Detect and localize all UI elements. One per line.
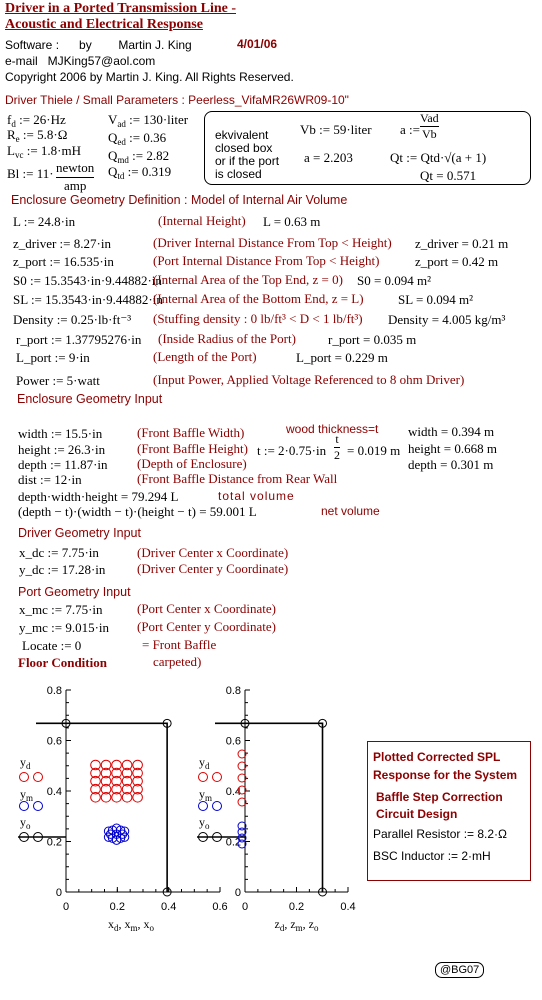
qt-result: Qt = 0.571: [420, 168, 477, 183]
enclosure-outline: [36, 723, 167, 892]
xdc-desc: (Driver Center x Coordinate): [137, 545, 289, 560]
enclosure-definition-heading: Enclosure Geometry Definition : Model of Internal Air Volume: [11, 193, 348, 207]
x-tick-label: 0.4: [161, 901, 177, 913]
box-note-1: ekvivalent: [215, 128, 269, 142]
enclosure-row-desc: (Length of the Port): [153, 349, 257, 364]
x-axis-label: $z_d$, $z_m$, $z_o$: [274, 917, 319, 933]
enclosure-row-def: SL := 15.3543·in·9.44882·in: [13, 292, 163, 307]
xmc-def: x_mc := 7.75·in: [19, 602, 103, 617]
y-tick-label: 0.2: [225, 836, 241, 849]
locate-def: Locate := 0: [22, 638, 82, 653]
copyright-line: Copyright 2006 by Martin J. King. All Rights Reserved.: [5, 70, 294, 84]
enclosure-row-result: S0 = 0.094 m²: [357, 273, 432, 288]
ymc-def: y_mc := 9.015·in: [19, 620, 110, 635]
width-def: width := 15.5·in: [18, 426, 103, 441]
enclosure-row-def: Power := 5·watt: [16, 373, 100, 388]
port-marker: [199, 802, 208, 811]
enclosure-row-result: Density = 4.005 kg/m³: [388, 312, 506, 327]
port-geometry-heading: Port Geometry Input: [18, 585, 131, 599]
enclosure-row-def: z_driver := 8.27·in: [13, 236, 111, 251]
xdc-def: x_dc := 7.75·in: [19, 545, 99, 560]
ydc-desc: (Driver Center y Coordinate): [137, 561, 289, 576]
y-tick-label: 0.2: [46, 836, 62, 849]
enclosure-row-desc: (Driver Internal Distance From Top < Height): [153, 235, 392, 250]
enclosure-row-desc: (Inside Radius of the Port): [158, 331, 296, 346]
series-label: $y_o$: [199, 815, 210, 831]
enclosure-row-desc: (Port Internal Distance From Top < Height): [153, 253, 380, 268]
x-tick-label: 0.2: [288, 901, 305, 913]
enclosure-row-desc: (Internal Height): [158, 213, 246, 228]
wood-thickness-note: wood thickness=t: [286, 422, 379, 436]
series-label: $y_o$: [20, 815, 31, 831]
dist-def: dist := 12·in: [18, 472, 82, 487]
port-marker: [34, 802, 43, 811]
bl-unit: newton amp: [56, 160, 95, 193]
copyright-badge: @BG07: [435, 962, 484, 978]
qt-def: Qt := Qtd·√(a + 1): [390, 150, 487, 165]
y-tick-label: 0.8: [225, 685, 241, 697]
a-fraction: Vad Vb: [420, 111, 439, 141]
enclosure-row-desc: (Input Power, Applied Voltage Referenced to 8 ohm Driver): [153, 372, 465, 387]
enclosure-row-def: S0 := 15.3543·in·9.44882·in: [13, 273, 162, 288]
bsc-inductor: BSC Inductor := 2·mH: [373, 849, 491, 863]
t-half-result: = 0.019 m: [347, 443, 401, 458]
total-volume-desc: total volume: [218, 489, 295, 503]
box-note-2: closed box: [215, 141, 273, 155]
series-label: $y_d$: [199, 755, 210, 771]
bsc-title-4: Circuit Design: [376, 807, 458, 821]
doc-title-1: Driver in a Ported Transmission Line -: [5, 1, 236, 16]
locate-desc: = Front Baffle: [142, 637, 217, 652]
t-half-fraction: t 2: [334, 432, 340, 462]
fd-def: $f_d$ := 26·Hz: [7, 112, 66, 129]
driver-geometry-heading: Driver Geometry Input: [18, 526, 141, 540]
doc-date: 4/01/06: [237, 37, 278, 51]
port-marker: [20, 802, 29, 811]
box-note-4: is closed: [215, 167, 262, 181]
re-def: $R_e$ := 5.8·Ω: [7, 127, 68, 144]
enclosure-row-def: L_port := 9·in: [16, 350, 90, 365]
y-tick-label: 0.8: [46, 685, 62, 697]
ts-parameters-heading: Driver Thiele / Small Parameters : Peerless_VifaMR26WR09-10": [5, 93, 349, 107]
enclosure-row-result: L = 0.63 m: [263, 214, 321, 229]
a-def-label: a :=: [400, 122, 420, 137]
bsc-title-3: Baffle Step Correction: [376, 790, 503, 804]
email-line: e-mail MJKing57@aol.com: [5, 54, 156, 68]
x-tick-label: 0: [62, 901, 70, 913]
width-result: width = 0.394 m: [408, 424, 495, 439]
enclosure-row-def: Density := 0.25·lb·ft⁻³: [13, 312, 132, 327]
qed-def: $Q_{ed}$ := 0.36: [108, 130, 167, 147]
bsc-title-1: Plotted Corrected SPL: [373, 750, 501, 764]
software-line: Software : by Martin J. King: [5, 38, 192, 52]
geometry-input-heading: Enclosure Geometry Input: [17, 392, 163, 406]
enclosure-row-result: L_port = 0.229 m: [296, 350, 388, 365]
driver-marker: [34, 773, 43, 782]
t-def: t := 2·0.75·in: [257, 443, 327, 458]
enclosure-row-result: r_port = 0.035 m: [328, 332, 417, 347]
doc-title-2: Acoustic and Electrical Response: [5, 17, 203, 32]
enclosure-row-def: z_port := 16.535·in: [13, 254, 114, 269]
net-volume-desc: net volume: [321, 504, 380, 518]
ymc-desc: (Port Center y Coordinate): [137, 619, 276, 634]
x-tick-label: 0.2: [109, 901, 125, 913]
enclosure-row-desc: (Internal Area of the Top End, z = 0): [153, 272, 343, 287]
enclosure-row-result: z_driver = 0.21 m: [415, 236, 509, 251]
x-tick-label: 0: [241, 901, 249, 913]
height-result: height = 0.668 m: [408, 441, 497, 456]
y-tick-label: 0.4: [225, 786, 241, 798]
y-tick-label: 0: [234, 887, 241, 899]
series-label: $y_d$: [20, 755, 31, 771]
box-note-3: or if the port: [215, 154, 280, 168]
net-volume: (depth − t)·(width − t)·(height − t) = 59.001 L: [18, 504, 257, 519]
enclosure-row-desc: (Stuffing density : 0 lb/ft³ < D < 1 lb/ft³): [153, 311, 363, 326]
xmc-desc: (Port Center x Coordinate): [137, 601, 276, 616]
enclosure-row-def: L := 24.8·in: [13, 214, 76, 229]
ydc-def: y_dc := 17.28·in: [19, 562, 106, 577]
height-desc: (Front Baffle Height): [137, 441, 248, 456]
bsc-title-2: Response for the System: [373, 768, 518, 782]
qmd-def: $Q_{md}$ := 2.82: [108, 148, 170, 165]
floor-condition-heading: Floor Condition: [18, 655, 107, 670]
series-label: $y_m$: [20, 787, 34, 803]
parallel-resistor: Parallel Resistor := 8.2·Ω: [373, 827, 508, 841]
enclosure-row-desc: (Internal Area of the Bottom End, z = L): [153, 291, 364, 306]
qtd-def: $Q_{td}$ := 0.319: [108, 164, 172, 181]
y-tick-label: 0.6: [225, 735, 241, 748]
driver-marker: [213, 773, 222, 782]
depth-desc: (Depth of Enclosure): [137, 456, 247, 471]
y-tick-label: 0: [55, 887, 62, 899]
vb-def: Vb := 59·liter: [300, 122, 372, 137]
enclosure-row-def: r_port := 1.37795276·in: [16, 332, 142, 347]
depth-def: depth := 11.87·in: [18, 457, 108, 472]
driver-marker: [20, 773, 29, 782]
floor-condition-desc: carpeted): [153, 654, 202, 669]
enclosure-outline: [215, 723, 323, 892]
dist-desc: (Front Baffle Distance from Rear Wall: [137, 471, 338, 486]
x-tick-label: 0.4: [340, 901, 356, 913]
height-def: height := 26.3·in: [18, 442, 106, 457]
port-marker: [213, 802, 222, 811]
series-label: $y_m$: [199, 787, 213, 803]
total-volume: depth·width·height = 79.294 L: [18, 489, 179, 504]
depth-result: depth = 0.301 m: [408, 457, 494, 472]
y-tick-label: 0.6: [46, 735, 62, 748]
enclosure-row-result: SL = 0.094 m²: [398, 292, 474, 307]
x-axis-label: $x_d$, $x_m$, $x_o$: [107, 917, 155, 933]
a-result: a = 2.203: [304, 150, 353, 165]
y-tick-label: 0.4: [46, 786, 62, 798]
bl-def: Bl := 11·: [7, 166, 54, 181]
enclosure-row-result: z_port = 0.42 m: [415, 254, 499, 269]
width-desc: (Front Baffle Width): [137, 425, 245, 440]
driver-marker: [199, 773, 208, 782]
x-tick-label: 0.6: [212, 901, 228, 913]
vad-def: $V_{ad}$ := 130·liter: [108, 112, 189, 129]
lvc-def: $L_{vc}$ := 1.8·mH: [7, 143, 81, 160]
